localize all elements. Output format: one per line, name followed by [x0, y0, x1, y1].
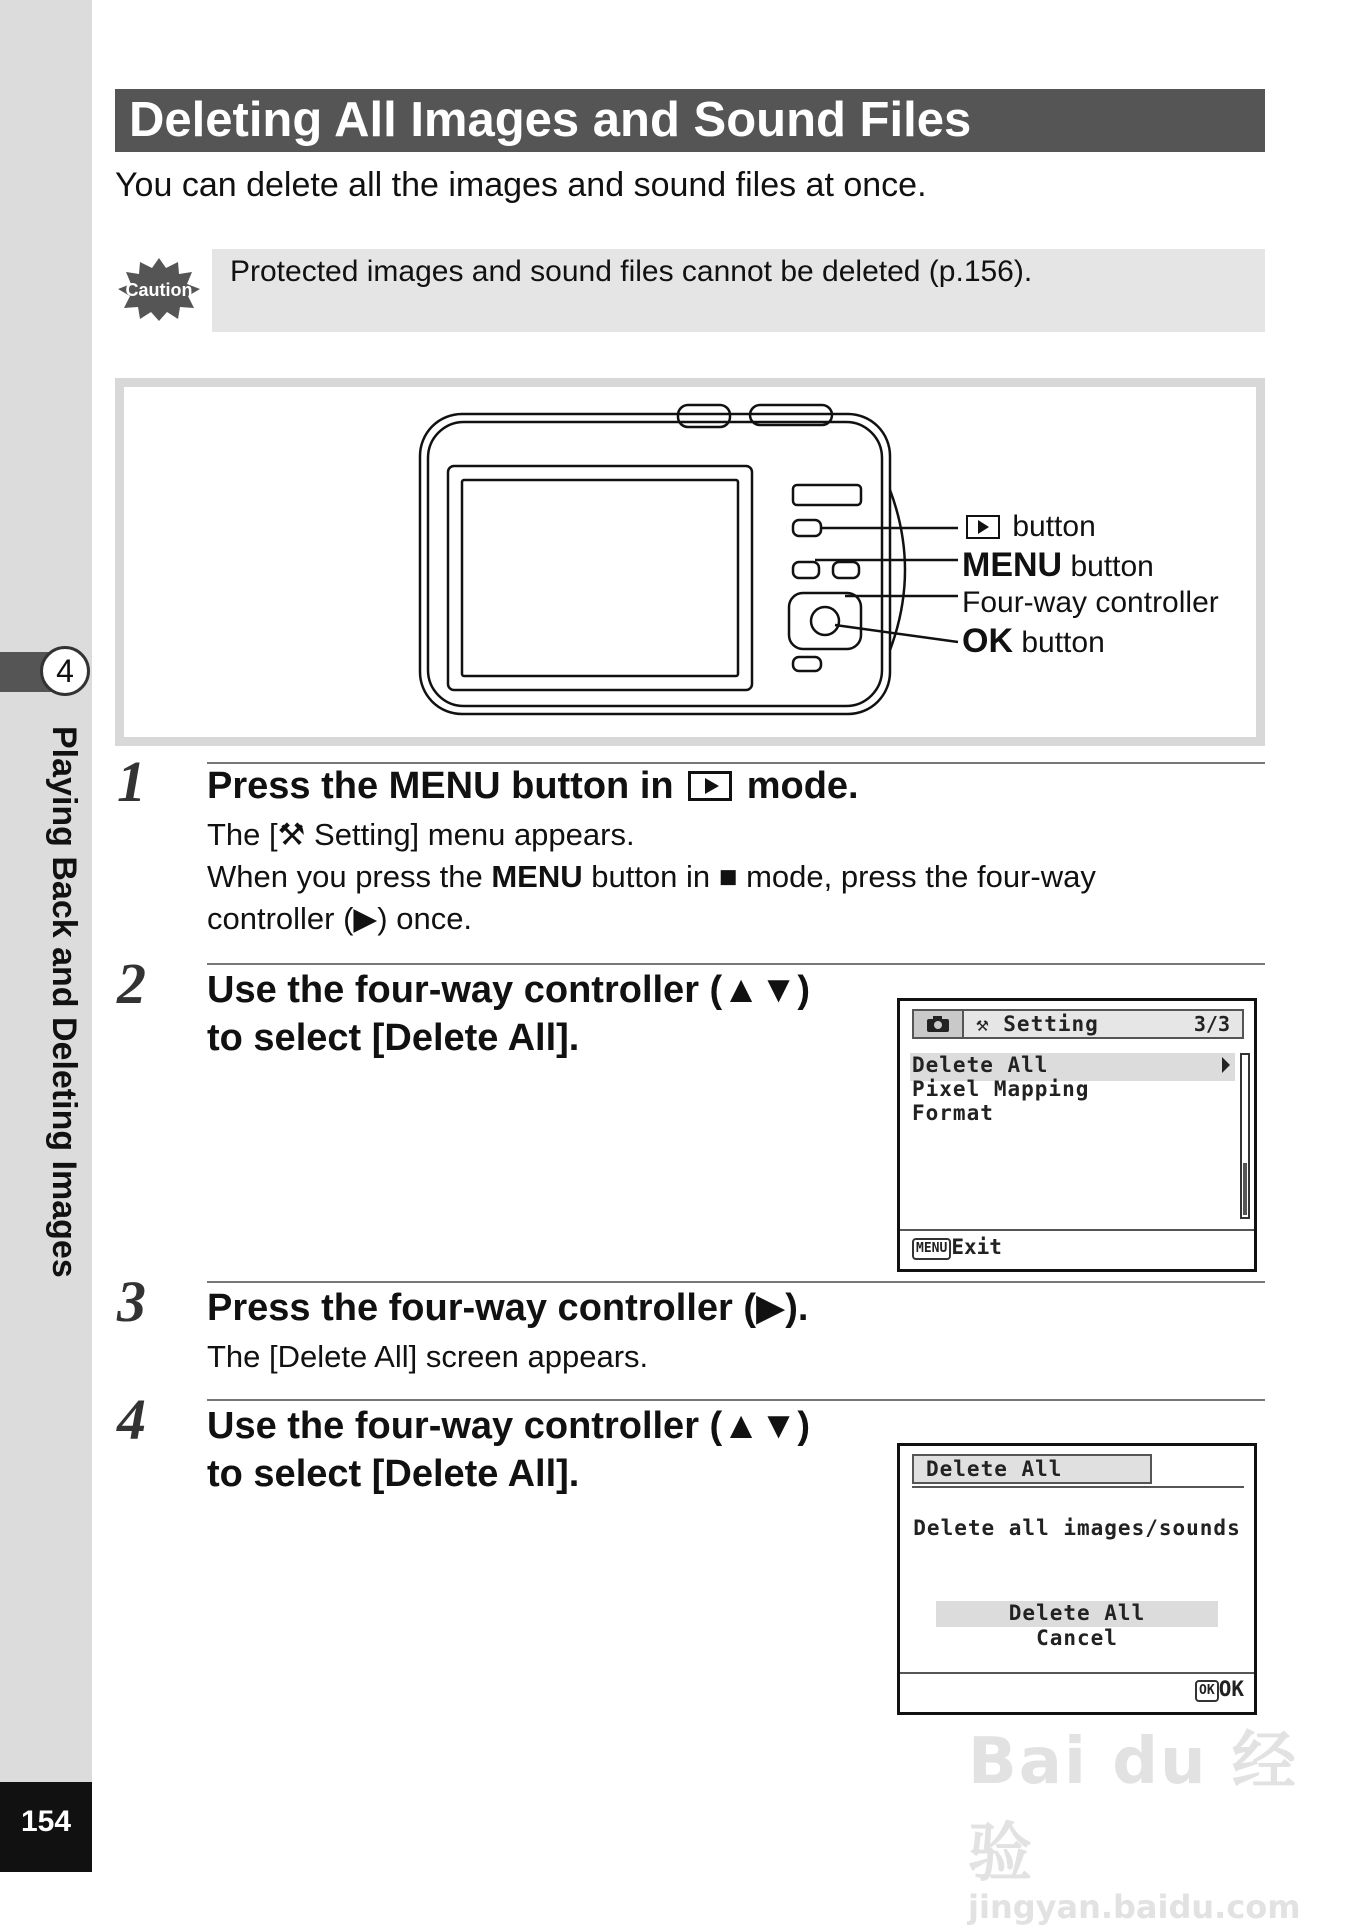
- setting-header: [912, 1009, 1244, 1039]
- submenu-arrow-icon: [1222, 1057, 1230, 1073]
- step-4-number: 4: [117, 1387, 146, 1452]
- footer-divider: [900, 1672, 1254, 1674]
- camera-icon: [914, 1011, 962, 1037]
- header-divider: [912, 1486, 1244, 1488]
- menu-item-format[interactable]: Format: [912, 1101, 994, 1125]
- camera-tab: [914, 1011, 964, 1037]
- step-1-line-1: The [⚒ Setting] menu appears.: [207, 817, 635, 852]
- callout-play-label: button: [1012, 510, 1096, 543]
- step-1-line-2-pre: When you press the: [207, 859, 492, 894]
- play-mode-icon: [688, 771, 732, 801]
- step-1-heading-pre: Press the: [207, 765, 389, 807]
- step-3-heading: Press the four-way controller (▶).: [207, 1287, 809, 1329]
- callout-menu-button: [962, 546, 1219, 584]
- step-1-heading: [207, 762, 859, 810]
- step-2-heading: [207, 966, 810, 1062]
- footer-divider: [900, 1229, 1254, 1231]
- step-3-body: The [Delete All] screen appears.: [207, 1339, 649, 1374]
- caution-badge-label: Caution: [125, 280, 193, 300]
- ok-hint: [1195, 1677, 1244, 1702]
- delete-all-header: Delete All: [912, 1454, 1152, 1484]
- step-divider: [207, 963, 1265, 965]
- step-1-line-2: [207, 856, 1096, 898]
- callout-ok-key: OK: [962, 622, 1013, 660]
- exit-label: Exit: [951, 1235, 1002, 1259]
- callout-menu-key: MENU: [962, 546, 1063, 584]
- caution-note: Protected images and sound files cannot be deleted (p.156).: [212, 249, 1265, 332]
- page-title: Deleting All Images and Sound Files: [115, 89, 1265, 152]
- setting-page-indicator: 3/3: [1193, 1012, 1230, 1036]
- menu-key-icon: MENU: [912, 1238, 951, 1260]
- step-1-heading-mid: button in: [500, 765, 685, 807]
- watermark-logo: Bai du 经验: [968, 1725, 1298, 1891]
- step-3-number: 3: [117, 1269, 146, 1334]
- step-2-heading-line-2: to select [Delete All].: [207, 1017, 580, 1059]
- step-1-body: [207, 814, 1096, 940]
- page-number: 154: [0, 1782, 92, 1872]
- setting-tab: ⚒ Setting: [976, 1012, 1099, 1036]
- step-2-number: 2: [117, 951, 146, 1016]
- baidu-watermark: [968, 1710, 1360, 1926]
- callout-ok-label: button: [1021, 626, 1105, 659]
- chapter-number: 4: [40, 646, 90, 696]
- step-1-line-2-post: button in ■ mode, press the four-way: [582, 859, 1096, 894]
- delete-message: Delete all images/sounds: [913, 1516, 1241, 1540]
- ok-label: OK: [1218, 1677, 1244, 1701]
- callout-play-button: [962, 508, 1219, 546]
- menu-scrollbar: [1240, 1053, 1250, 1219]
- step-4-heading-line-2: to select [Delete All].: [207, 1453, 580, 1495]
- watermark-url: jingyan.baidu.com: [968, 1888, 1301, 1926]
- camera-callouts: [962, 508, 1219, 660]
- step-2-heading-line-1: Use the four-way controller (▲▼): [207, 969, 811, 1011]
- step-1-line-2-menu: MENU: [491, 859, 583, 894]
- menu-item-pixel-mapping[interactable]: Pixel Mapping: [912, 1077, 1090, 1101]
- menu-item-delete-all[interactable]: Delete All: [912, 1053, 1049, 1077]
- callout-controller: Four-way controller: [962, 586, 1219, 619]
- step-divider: [207, 1281, 1265, 1283]
- step-4-heading-line-1: Use the four-way controller (▲▼): [207, 1405, 811, 1447]
- ok-key-icon: OK: [1195, 1680, 1219, 1702]
- option-delete-all[interactable]: Delete All: [1008, 1601, 1146, 1625]
- option-cancel[interactable]: Cancel: [1036, 1626, 1118, 1650]
- step-1-heading-post: mode.: [736, 765, 859, 807]
- step-4-heading: [207, 1402, 810, 1498]
- step-1-menu-key: MENU: [388, 765, 501, 807]
- step-1-number: 1: [117, 749, 146, 814]
- scrollbar-thumb: [1243, 1163, 1247, 1215]
- chapter-title: Playing Back and Deleting Images: [45, 726, 83, 1278]
- delete-all-screen: [897, 1443, 1257, 1715]
- intro-text: You can delete all the images and sound files at once.: [115, 166, 927, 204]
- setting-menu-screen: [897, 998, 1257, 1272]
- play-icon: [966, 515, 1000, 539]
- step-divider: [207, 1399, 1265, 1401]
- step-1-line-3: controller (▶) once.: [207, 901, 473, 936]
- callout-ok-button: [962, 622, 1219, 660]
- callout-menu-label: button: [1070, 550, 1154, 583]
- exit-hint: [912, 1235, 1002, 1260]
- camera-diagram: [0, 0, 1360, 800]
